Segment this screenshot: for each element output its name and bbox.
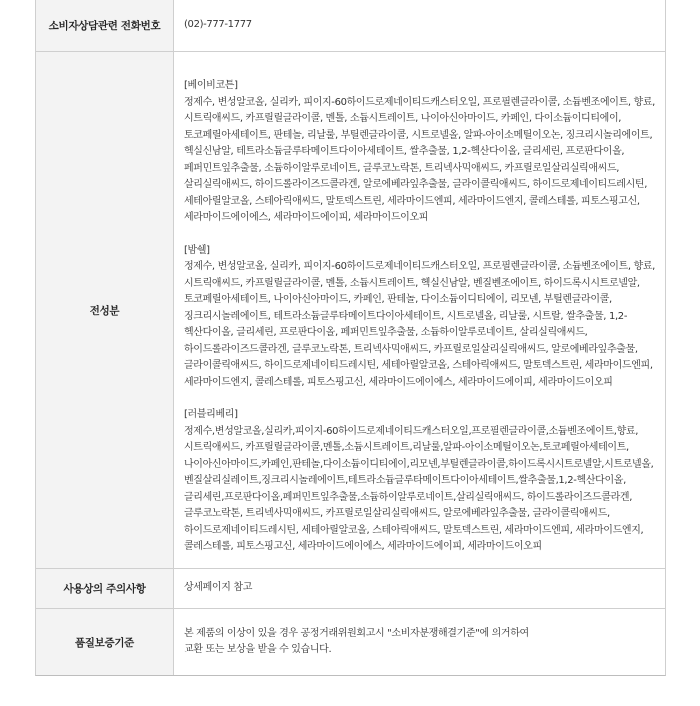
phone-value: (02)-777-1777 bbox=[184, 19, 252, 31]
product-info-table bbox=[35, 0, 666, 676]
quality-value bbox=[174, 609, 665, 675]
section-title: [러블리베리] bbox=[184, 409, 238, 420]
ingredient-section-babycotton bbox=[184, 78, 655, 227]
quality-label: 품질보증기준 bbox=[36, 609, 174, 675]
ingredients-value bbox=[174, 52, 665, 568]
ingredients-row bbox=[36, 51, 665, 568]
quality-row bbox=[36, 608, 665, 675]
phone-label: 소비자상담관련 전화번호 bbox=[36, 0, 174, 51]
section-title: [밤쉘] bbox=[184, 244, 210, 256]
ingredient-list: 정제수,변성알코올,실리카,피이지-60하이드로제네이티드캐스터오일,프로필렌글라이콜,소듐벤조에이트,향료, 시트릭애씨드, 카프릴릴글라이콜,멘톨,소듐시트레이트,리날룰,알파-아이소메틸이오논,토코페릴아세테이트,나이아신아마이드,카페인,판테놀,다이소듐이디티에이,리모넨,부틸렌글라이콜,하이드록시시트로넬알,시트로넬올,벤질살리실레이트,징크리시놀레에이트,테트라소듐글루타메이트다이아세테이트,쌀추출물,1,2-헥산다이올,글리세린,프로판다이올,페퍼민트잎추출물,소듐하이알루로네이트,살리실릭애씨드, 하이드롤라이즈드콜라겐, 글루코노락톤, 트리넥사믹애씨드, 카프릴로일살리실릭애씨드, 알로에베라잎추출물, 글라이콜릭애씨드, 하이드로제네이티드레시틴, 세테아릴알코올, 스테아릭애씨드, 말토덱스트린, 세라마이드엔피, 세라마이드엔지, 콜레스테롤, 피토스핑고신, 세라마이드에이에스, 세라마이드에이피, 세라마이드이오피 bbox=[184, 425, 654, 552]
ingredient-list: 정제수, 변성알코올, 실리카, 피이지-60하이드로제네이티드캐스터오일, 프로필렌글라이콜, 소듐벤조에이트, 향료, 시트릭애씨드, 카프릴릴글라이콜, 멘톨, 소듐시트레이트, 헥실신남알, 벤질벤조에이트, 하이드록시시트로넬알, 토코페릴아세테이트, 나이아신아마이드, 카페인, 판테놀, 다이소듐이디티에이, 리모넨, 부틸렌글라이콜, 징크리시놀레에이트, 테트라소듐글루타메이트다이아세테이트, 시트로넬올, 리날룰, 시트랄, 쌀추출물, 1,2-헥산다이올, 글리세린, 프로판다이올, 페퍼민트잎추출물, 소듐하이알루로네이트, 살리실릭애씨드, 하이드롤라이즈드콜라겐, 글루코노락톤, 트리넥사믹애씨드, 카프릴로일살리실릭애씨드, 알로에베라잎추출물, 글라이콜릭애씨드, 하이드로제네이티드레시틴, 세테아릴알코올, 스테아릭애씨드, 말토덱스트린, 세라마이드엔피, 세라마이드엔지, 콜레스테롤, 피토스핑고신, 세라마이드에이에스, 세라마이드에이피, 세라마이드이오피 bbox=[184, 261, 656, 388]
quality-text-line2: 교환 또는 보상을 받을 수 있습니다. bbox=[184, 644, 332, 655]
quality-text-line1: 본 제품의 이상이 있을 경우 공정거래위원회고시 "소비자분쟁해결기준"에 의거하여 bbox=[184, 627, 529, 639]
caution-value: 상세페이지 참고 bbox=[184, 582, 252, 594]
ingredient-list: 정제수, 변성알코올, 실리카, 피이지-60하이드로제네이티드캐스터오일, 프로필렌글라이콜, 소듐벤조에이트, 향료, 시트릭애씨드, 카프릴릴글라이콜, 멘톨, 소듐시트레이트, 나이아신아마이드, 카페인, 다이소듐이디티에이, 토코페릴아세테이트, 판테놀, 리날룰, 부틸렌글라이콜, 시트로넬올, 알파-아이소메틸이오논, 징크리시놀리에이트, 헥실신남알, 테트라소듐글루타메이트다이아세테이트, 쌀추출물, 1,2-헥산다이올, 글리세린, 프로판다이올, 페퍼민트잎추출물, 소듐하이알루로네이트, 글루코노락톤, 트리넥사믹애씨드, 카프릴로일살리실릭애씨드, 살리실릭애씨드, 하이드롤라이즈드콜라겐, 알로에베라잎추출물, 글라이콜릭애씨드, 하이드로제네이티드레시틴, 세테아릴알코올, 스테아릭애씨드, 말토덱스트린, 세라마이드엔피, 세라마이드엔지, 콜레스테롤, 피토스핑고신, 세라마이드에이에스, 세라마이드에이피, 세라마이드이오피 bbox=[184, 96, 656, 223]
phone-row bbox=[36, 0, 665, 51]
caution-label: 사용상의 주의사항 bbox=[36, 569, 174, 608]
ingredient-section-lovelyberry bbox=[184, 407, 655, 556]
ingredients-label: 전성분 bbox=[36, 52, 174, 568]
section-title: [베이비코튼] bbox=[184, 80, 238, 91]
ingredient-section-bombshell bbox=[184, 243, 655, 392]
caution-row bbox=[36, 568, 665, 608]
